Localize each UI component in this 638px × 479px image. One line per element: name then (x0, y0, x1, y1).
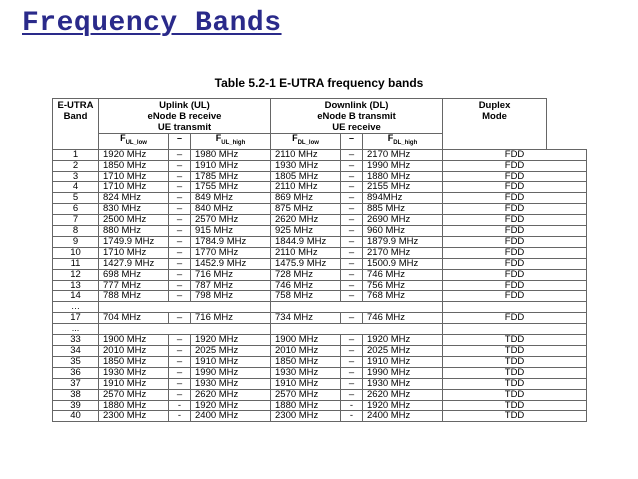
dl-high-cell: 746 MHz (363, 269, 443, 280)
band-cell: 35 (53, 356, 99, 367)
ul-low-cell: 2500 MHz (99, 215, 169, 226)
ul-dash-cell: – (169, 346, 191, 357)
ul-high-cell: 716 MHz (191, 313, 271, 324)
table-row (53, 193, 587, 204)
dl-dash-cell: – (341, 215, 363, 226)
dl-high-cell: 1920 MHz (363, 400, 443, 411)
dl-dash-cell: – (341, 149, 363, 160)
duplex-cell: FDD (443, 193, 587, 204)
ul-low-cell: 704 MHz (99, 313, 169, 324)
ul-high-cell: 1920 MHz (191, 335, 271, 346)
duplex-cell: TDD (443, 356, 587, 367)
dl-dash-cell: – (341, 335, 363, 346)
table-row (53, 378, 587, 389)
ul-high-cell: 1920 MHz (191, 400, 271, 411)
ul-dash-cell: - (169, 400, 191, 411)
duplex-cell: TDD (443, 378, 587, 389)
dl-high-cell: 2155 MHz (363, 182, 443, 193)
duplex-cell: FDD (443, 247, 587, 258)
dl-low-cell: 1805 MHz (271, 171, 341, 182)
ul-high-cell: 1755 MHz (191, 182, 271, 193)
ul-dash-cell: – (169, 160, 191, 171)
ul-high-cell: 716 MHz (191, 269, 271, 280)
ul-high-header: $F_{UL\_high}$ (191, 134, 271, 150)
dl-high-cell: 1879.9 MHz (363, 236, 443, 247)
duplex-header (443, 99, 547, 150)
table-caption: Table 5.2-1 E-UTRA frequency bands (214, 76, 424, 90)
band-cell: 38 (53, 389, 99, 400)
dl-low-cell: 1930 MHz (271, 160, 341, 171)
dl-high-header: $F_{DL\_high}$ (363, 134, 443, 150)
table-row (53, 269, 587, 280)
duplex-cell: FDD (443, 215, 587, 226)
dl-low-cell: 1880 MHz (271, 400, 341, 411)
duplex-cell: TDD (443, 411, 587, 422)
ul-low-cell: 2570 MHz (99, 389, 169, 400)
band-cell: 39 (53, 400, 99, 411)
ul-dash-cell: – (169, 236, 191, 247)
dl-dash-cell: – (341, 258, 363, 269)
empty-cell (443, 324, 587, 335)
ul-dash-cell: – (169, 291, 191, 302)
duplex-cell: FDD (443, 149, 587, 160)
dl-high-cell: 2400 MHz (363, 411, 443, 422)
ul-high-cell: 798 MHz (191, 291, 271, 302)
table-row (53, 389, 587, 400)
ul-high-cell: 1910 MHz (191, 160, 271, 171)
ul-dash-cell: – (169, 313, 191, 324)
dl-low-cell: 1475.9 MHz (271, 258, 341, 269)
dl-dash-cell: – (341, 226, 363, 237)
ul-high-cell: 1452.9 MHz (191, 258, 271, 269)
ul-high-cell: 1990 MHz (191, 367, 271, 378)
table-row (53, 215, 587, 226)
dl-dash-cell: – (341, 346, 363, 357)
band-cell: 17 (53, 313, 99, 324)
ul-dash-cell: – (169, 182, 191, 193)
dl-low-cell: 2620 MHz (271, 215, 341, 226)
table-row (53, 247, 587, 258)
dl-dash-cell: – (341, 160, 363, 171)
ul-high-cell: 1910 MHz (191, 356, 271, 367)
dl-dash-cell: – (341, 193, 363, 204)
dl-dash-cell: – (341, 313, 363, 324)
ul-dash-cell: - (169, 411, 191, 422)
ul-dash-cell: – (169, 204, 191, 215)
dl-low-cell: 2110 MHz (271, 182, 341, 193)
empty-cell (271, 302, 443, 313)
duplex-cell: TDD (443, 400, 587, 411)
duplex-cell: FDD (443, 236, 587, 247)
ul-high-cell: 840 MHz (191, 204, 271, 215)
dl-high-cell: 756 MHz (363, 280, 443, 291)
band-cell: 36 (53, 367, 99, 378)
duplex-header-line: Duplex (478, 100, 511, 111)
band-cell: 3 (53, 171, 99, 182)
ul-low-cell: 1910 MHz (99, 378, 169, 389)
band-cell: 13 (53, 280, 99, 291)
ul-dash-cell: – (169, 367, 191, 378)
dl-dash-cell: – (341, 182, 363, 193)
ul-low-cell: 2010 MHz (99, 346, 169, 357)
duplex-cell: FDD (443, 204, 587, 215)
dl-low-cell: 746 MHz (271, 280, 341, 291)
ul-low-cell: 1710 MHz (99, 247, 169, 258)
dl-high-cell: 2170 MHz (363, 247, 443, 258)
band-header-line: Band (63, 111, 88, 122)
duplex-cell: FDD (443, 313, 587, 324)
band-cell: 33 (53, 335, 99, 346)
dl-dash-cell: – (341, 389, 363, 400)
dl-dash-cell: – (341, 247, 363, 258)
table-row (53, 149, 587, 160)
table-row (53, 291, 587, 302)
ul-high-cell: 2400 MHz (191, 411, 271, 422)
dl-dash-cell: – (341, 378, 363, 389)
dl-low-header: $F_{DL\_low}$ (271, 134, 341, 150)
empty-cell (99, 324, 271, 335)
ul-low-cell: 1850 MHz (99, 160, 169, 171)
dl-low-cell: 2300 MHz (271, 411, 341, 422)
dl-dash-cell: – (341, 367, 363, 378)
table-row (53, 258, 587, 269)
ul-dash-header: – (169, 134, 191, 150)
band-cell: 12 (53, 269, 99, 280)
dl-low-cell: 2570 MHz (271, 389, 341, 400)
duplex-cell: TDD (443, 346, 587, 357)
dl-high-cell: 2620 MHz (363, 389, 443, 400)
uplink-header-line: eNode B receive (147, 111, 222, 122)
table-row (53, 335, 587, 346)
dl-high-cell: 1910 MHz (363, 356, 443, 367)
uplink-header-line: Uplink (UL) (159, 100, 210, 111)
ul-high-cell: 2620 MHz (191, 389, 271, 400)
ul-dash-cell: – (169, 389, 191, 400)
dl-high-cell: 960 MHz (363, 226, 443, 237)
header-row (53, 99, 587, 134)
table-row (53, 236, 587, 247)
dl-dash-header: – (341, 134, 363, 150)
table-row (53, 160, 587, 171)
ul-low-cell: 1900 MHz (99, 335, 169, 346)
dl-low-cell: 1930 MHz (271, 367, 341, 378)
dl-high-cell: 885 MHz (363, 204, 443, 215)
empty-cell (443, 302, 587, 313)
ul-low-cell: 788 MHz (99, 291, 169, 302)
downlink-header-line: Downlink (DL) (324, 100, 389, 111)
downlink-header-line: UE receive (332, 122, 381, 133)
band-cell: 8 (53, 226, 99, 237)
empty-cell (99, 302, 271, 313)
ul-low-cell: 1920 MHz (99, 149, 169, 160)
ul-dash-cell: – (169, 356, 191, 367)
table-body (53, 149, 587, 422)
dl-low-cell: 1900 MHz (271, 335, 341, 346)
dl-high-cell: 1990 MHz (363, 160, 443, 171)
ul-low-cell: 698 MHz (99, 269, 169, 280)
ul-high-cell: 787 MHz (191, 280, 271, 291)
ul-high-cell: 1930 MHz (191, 378, 271, 389)
ul-dash-cell: – (169, 171, 191, 182)
band-cell: 9 (53, 236, 99, 247)
dl-high-cell: 1990 MHz (363, 367, 443, 378)
table-row (53, 171, 587, 182)
dl-low-cell: 758 MHz (271, 291, 341, 302)
slide-title: Frequency Bands (22, 8, 282, 39)
ul-high-cell: 1980 MHz (191, 149, 271, 160)
dl-dash-cell: – (341, 356, 363, 367)
dl-dash-cell: – (341, 280, 363, 291)
dl-high-cell: 2170 MHz (363, 149, 443, 160)
dl-dash-cell: - (341, 400, 363, 411)
table-row (53, 324, 587, 335)
table-row (53, 356, 587, 367)
duplex-cell: TDD (443, 335, 587, 346)
ul-high-cell: 1770 MHz (191, 247, 271, 258)
dl-dash-cell: – (341, 236, 363, 247)
table-row (53, 182, 587, 193)
dl-high-cell: 894MHz (363, 193, 443, 204)
dl-high-cell: 1880 MHz (363, 171, 443, 182)
band-cell: 5 (53, 193, 99, 204)
dl-low-cell: 728 MHz (271, 269, 341, 280)
band-cell: 10 (53, 247, 99, 258)
ul-low-cell: 824 MHz (99, 193, 169, 204)
frequency-bands-table (52, 98, 587, 422)
downlink-header-line: eNode B transmit (317, 111, 396, 122)
dl-low-cell: 2110 MHz (271, 149, 341, 160)
dl-low-cell: 1850 MHz (271, 356, 341, 367)
ellipsis-cell: ... (53, 324, 99, 335)
dl-low-cell: 2010 MHz (271, 346, 341, 357)
table-row (53, 280, 587, 291)
dl-dash-cell: – (341, 204, 363, 215)
band-header-line: E-UTRA (57, 100, 94, 111)
duplex-cell: FDD (443, 226, 587, 237)
ul-low-header: $F_{UL\_low}$ (99, 134, 169, 150)
empty-cell (271, 324, 443, 335)
dl-dash-cell: – (341, 171, 363, 182)
dl-high-cell: 1930 MHz (363, 378, 443, 389)
band-cell: 34 (53, 346, 99, 357)
ul-dash-cell: – (169, 149, 191, 160)
duplex-header-line: Mode (482, 111, 507, 122)
dl-dash-cell: - (341, 411, 363, 422)
band-cell: 7 (53, 215, 99, 226)
ul-low-cell: 1749.9 MHz (99, 236, 169, 247)
table-row (53, 204, 587, 215)
ellipsis-cell: … (53, 302, 99, 313)
ul-low-cell: 1930 MHz (99, 367, 169, 378)
band-cell: 40 (53, 411, 99, 422)
dl-low-cell: 1910 MHz (271, 378, 341, 389)
dl-high-cell: 2025 MHz (363, 346, 443, 357)
duplex-cell: FDD (443, 291, 587, 302)
ul-dash-cell: – (169, 335, 191, 346)
band-cell: 2 (53, 160, 99, 171)
dl-dash-cell: – (341, 291, 363, 302)
ul-dash-cell: – (169, 193, 191, 204)
ul-dash-cell: – (169, 258, 191, 269)
ul-low-cell: 1850 MHz (99, 356, 169, 367)
ul-high-cell: 1785 MHz (191, 171, 271, 182)
ul-low-cell: 2300 MHz (99, 411, 169, 422)
dl-low-cell: 869 MHz (271, 193, 341, 204)
dl-high-cell: 746 MHz (363, 313, 443, 324)
duplex-cell: FDD (443, 160, 587, 171)
dl-low-cell: 925 MHz (271, 226, 341, 237)
dl-dash-cell: – (341, 269, 363, 280)
ul-dash-cell: – (169, 215, 191, 226)
table-row (53, 400, 587, 411)
band-cell: 37 (53, 378, 99, 389)
ul-low-cell: 1880 MHz (99, 400, 169, 411)
duplex-cell: FDD (443, 258, 587, 269)
duplex-cell: FDD (443, 269, 587, 280)
ul-dash-cell: – (169, 280, 191, 291)
ul-dash-cell: – (169, 378, 191, 389)
ul-low-cell: 1710 MHz (99, 182, 169, 193)
ul-high-cell: 849 MHz (191, 193, 271, 204)
ul-low-cell: 880 MHz (99, 226, 169, 237)
band-header (53, 99, 99, 150)
duplex-cell: FDD (443, 171, 587, 182)
ul-high-cell: 915 MHz (191, 226, 271, 237)
uplink-header-line: UE transmit (157, 122, 212, 133)
band-cell: 14 (53, 291, 99, 302)
table-row (53, 346, 587, 357)
ul-dash-cell: – (169, 226, 191, 237)
table-row (53, 411, 587, 422)
ul-high-cell: 2570 MHz (191, 215, 271, 226)
band-cell: 6 (53, 204, 99, 215)
uplink-header (99, 99, 271, 134)
ul-dash-cell: – (169, 269, 191, 280)
duplex-cell: TDD (443, 367, 587, 378)
ul-high-cell: 1784.9 MHz (191, 236, 271, 247)
duplex-cell: TDD (443, 389, 587, 400)
table-row (53, 302, 587, 313)
table-row (53, 313, 587, 324)
ul-high-cell: 2025 MHz (191, 346, 271, 357)
ul-dash-cell: – (169, 247, 191, 258)
dl-low-cell: 2110 MHz (271, 247, 341, 258)
dl-low-cell: 734 MHz (271, 313, 341, 324)
ul-low-cell: 777 MHz (99, 280, 169, 291)
dl-low-cell: 875 MHz (271, 204, 341, 215)
table-row (53, 226, 587, 237)
dl-high-cell: 2690 MHz (363, 215, 443, 226)
ul-low-cell: 830 MHz (99, 204, 169, 215)
ul-low-cell: 1427.9 MHz (99, 258, 169, 269)
table-row (53, 367, 587, 378)
dl-high-cell: 1500.9 MHz (363, 258, 443, 269)
duplex-cell: FDD (443, 280, 587, 291)
band-cell: 1 (53, 149, 99, 160)
dl-high-cell: 768 MHz (363, 291, 443, 302)
band-cell: 11 (53, 258, 99, 269)
duplex-cell: FDD (443, 182, 587, 193)
band-cell: 4 (53, 182, 99, 193)
dl-high-cell: 1920 MHz (363, 335, 443, 346)
dl-low-cell: 1844.9 MHz (271, 236, 341, 247)
downlink-header (271, 99, 443, 134)
ul-low-cell: 1710 MHz (99, 171, 169, 182)
